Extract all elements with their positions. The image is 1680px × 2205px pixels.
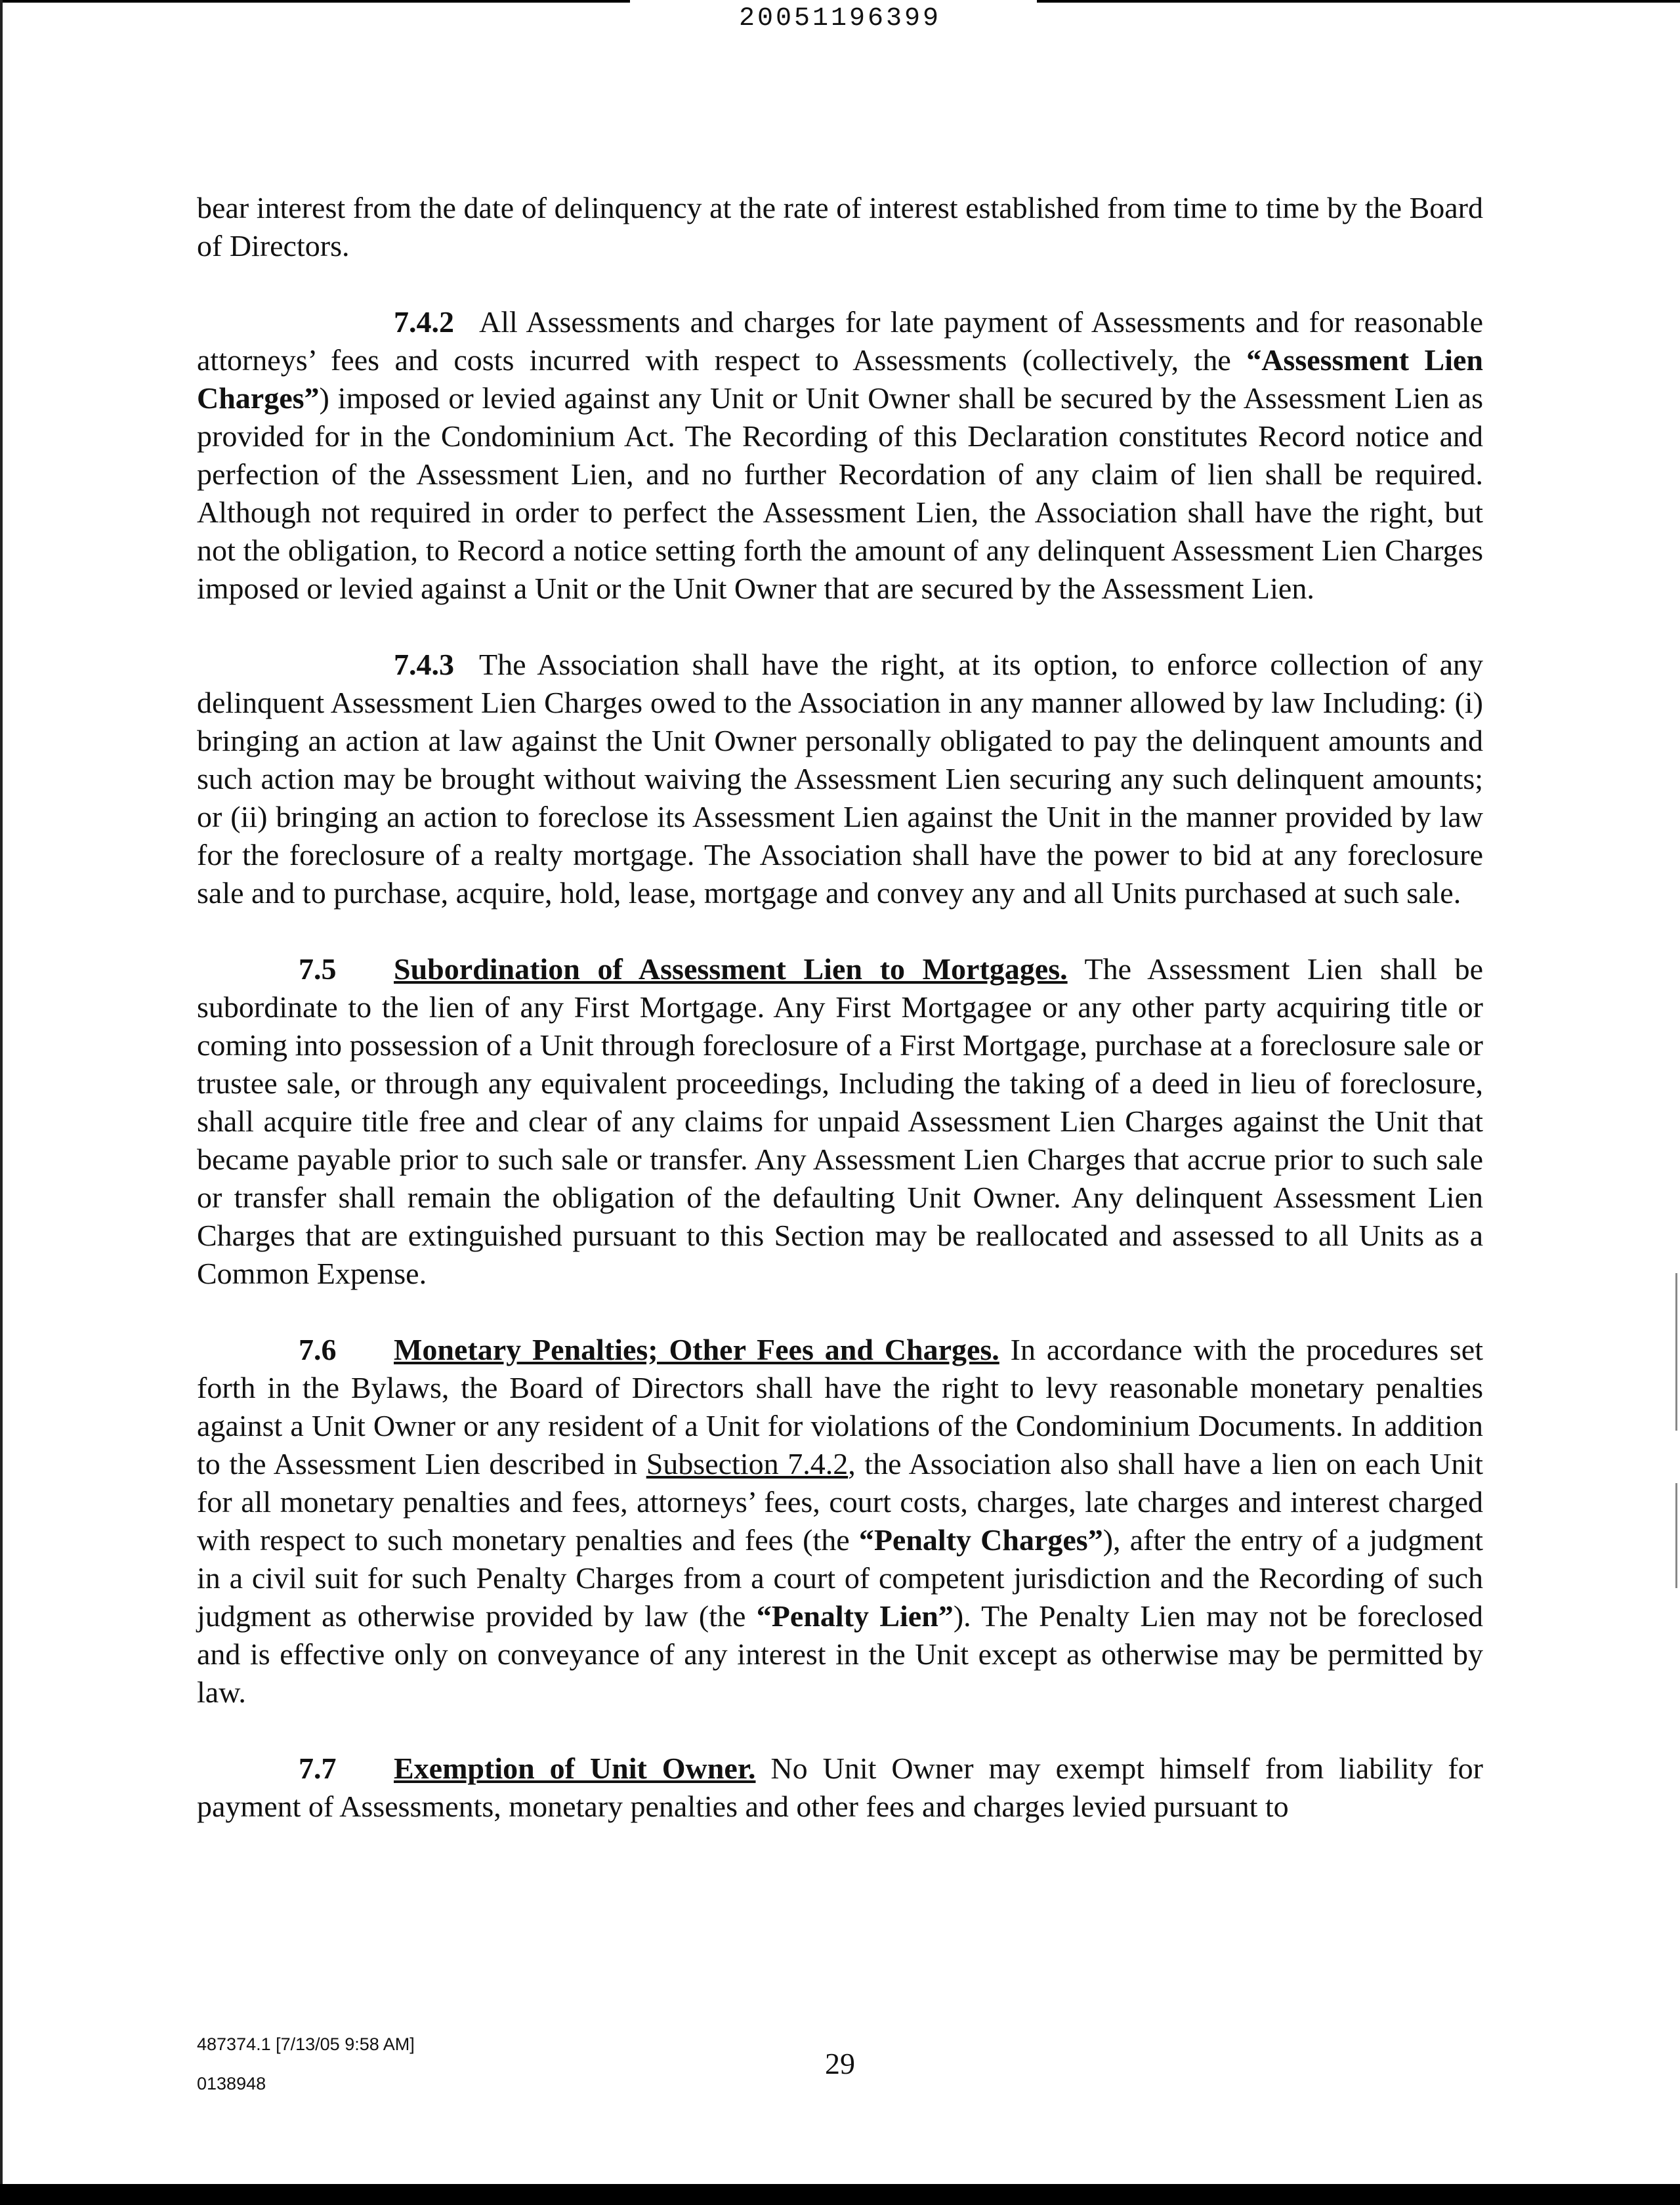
section-heading: Subordination of Assessment Lien to Mortgages. xyxy=(394,952,1068,986)
section-heading: Exemption of Unit Owner. xyxy=(394,1752,756,1785)
section-number: 7.7 xyxy=(299,1752,337,1785)
section-number: 7.5 xyxy=(299,952,337,986)
defined-term: “Penalty Lien” xyxy=(756,1599,954,1633)
paragraph-7-5: 7.5 Subordination of Assessment Lien to Mortgages. The Assessment Lien shall be subordinate to the lien of any First Mortgage. Any First Mortgagee or any other party acquiring title or coming into possession of a Unit through foreclosure of a First Mortgage, purchase at a foreclosure sale or trustee sale, or through any equivalent proceedings, Including the taking of a deed in lieu of foreclosure, shall acquire title free and clear of any claims for unpaid Assessment Lien Charges against the Unit that became payable prior to such sale or transfer. Any Assessment Lien Charges that accrue prior to such sale or transfer shall remain the obligation of the defaulting Unit Owner. Any delinquent Assessment Lien Charges that are extinguished pursuant to this Section may be reallocated and assessed to all Units as a Common Expense. xyxy=(197,950,1483,1293)
paragraph-7-4-3: 7.4.3 The Association shall have the right, at its option, to enforce collection of any delinquent Assessment Lien Charges owed to the Association in any manner allowed by law Including: (i) bringing an action at law against the Unit Owner personally obligated to pay the delinquent amounts and such action may be brought without waiving the Assessment Lien securing any such delinquent amounts; or (ii) bringing an action to foreclose its Assessment Lien against the Unit in the manner provided by law for the foreclosure of a realty mortgage. The Association shall have the power to bid at any foreclosure sale and to purchase, acquire, hold, lease, mortgage and convey any and all Units purchased at such sale. xyxy=(197,646,1483,912)
defined-term: “Penalty Charges” xyxy=(858,1523,1103,1557)
defined-term: “Assessment Lien Charges” xyxy=(197,343,1483,415)
scan-left-edge xyxy=(0,0,3,2205)
paragraph-7-7: 7.7 Exemption of Unit Owner. No Unit Owner may exempt himself from liability for payment of Assessments, monetary penalties and other fees and charges levied pursuant to xyxy=(197,1750,1483,1826)
scan-edge-mark xyxy=(1675,1273,1677,1431)
page-number: 29 xyxy=(825,2047,855,2080)
cross-reference: Subsection 7.4.2 xyxy=(646,1447,849,1480)
section-number: 7.4.3 xyxy=(394,648,454,681)
document-body xyxy=(197,189,1483,1864)
footer-client-number: 0138948 xyxy=(197,2074,266,2093)
scan-top-border-right xyxy=(1037,0,1680,3)
paragraph-continuation: bear interest from the date of delinquency at the rate of interest established from time to time by the Board of Directors. xyxy=(197,191,1483,262)
section-number: 7.6 xyxy=(299,1333,337,1366)
paragraph-7-6: 7.6 Monetary Penalties; Other Fees and Charges. In accordance with the procedures set forth in the Bylaws, the Board of Directors shall have the right to levy reasonable monetary penalties against a Unit Owner or any resident of a Unit for violations of the Condominium Documents. In addition to the Assessment Lien described in Subsection 7.4.2, the Association also shall have a lien on each Unit for all monetary penalties and fees, attorneys’ fees, court costs, charges, late charges and interest charged with respect to such monetary penalties and fees (the “Penalty Charges”), after the entry of a judgment in a civil suit for such Penalty Charges from a court of competent jurisdiction and the Recording of such judgment as otherwise provided by law (the “Penalty Lien”). The Penalty Lien may not be foreclosed and is effective only on conveyance of any interest in the Unit except as otherwise may be permitted by law. xyxy=(197,1331,1483,1712)
footer-doc-ref: 487374.1 [7/13/05 9:58 AM] xyxy=(197,2034,415,2054)
scan-top-border-left xyxy=(0,0,630,3)
paragraph-7-4-2: 7.4.2 All Assessments and charges for late payment of Assessments and for reasonable attorneys’ fees and costs incurred with respect to Assessments (collectively, the “Assessment Lien Charges”) imposed or levied against any Unit or Unit Owner shall be secured by the Assessment Lien as provided for in the Condominium Act. The Recording of this Declaration constitutes Record notice and perfection of the Assessment Lien, and no further Recordation of any claim of lien shall be required. Although not required in order to perfect the Assessment Lien, the Association shall have the right, but not the obligation, to Record a notice setting forth the amount of any delinquent Assessment Lien Charges imposed or levied against a Unit or the Unit Owner that are secured by the Assessment Lien. xyxy=(197,303,1483,608)
document-number: 20051196399 xyxy=(738,4,942,33)
scan-bottom-border xyxy=(0,2184,1680,2205)
section-number: 7.4.2 xyxy=(394,305,454,339)
scan-edge-mark xyxy=(1675,1483,1677,1588)
section-heading: Monetary Penalties; Other Fees and Charges. xyxy=(394,1333,999,1366)
